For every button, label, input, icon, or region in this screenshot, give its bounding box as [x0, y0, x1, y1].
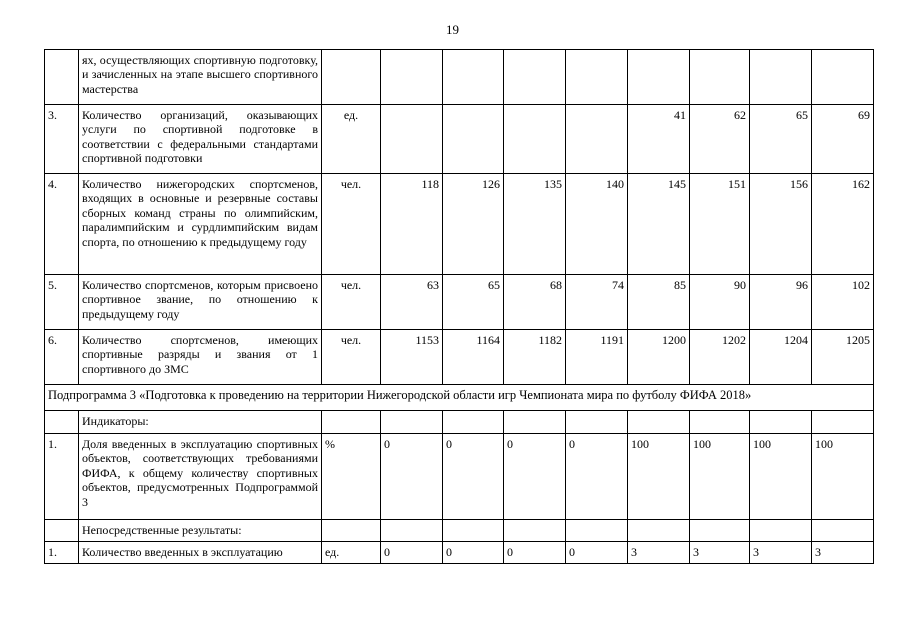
table-row: [45, 275, 874, 330]
value-cell: [381, 105, 443, 174]
value-cell: 151: [690, 174, 750, 275]
value-cell: 63: [381, 275, 443, 330]
value-cell: 162: [812, 174, 874, 275]
value-cell: [566, 50, 628, 105]
table-row: [45, 434, 874, 520]
value-cell: [443, 105, 504, 174]
row-number: 6.: [45, 330, 79, 385]
value-cell: [504, 105, 566, 174]
value-cell: 100: [812, 434, 874, 520]
value-cell: 100: [690, 434, 750, 520]
row-number: 5.: [45, 275, 79, 330]
value-cell: 0: [381, 434, 443, 520]
value-cell: 102: [812, 275, 874, 330]
value-cell: [381, 50, 443, 105]
value-cell: 96: [750, 275, 812, 330]
row-description: Количество нижегородских спортсменов, входящих в основные и резервные составы сборных команд страны по олимпийским, паралимпийским и сурдлимпийским видам спорта, по отношению к предыдущему году: [79, 174, 322, 275]
value-cell: 1191: [566, 330, 628, 385]
value-cell: [628, 50, 690, 105]
value-cell: 41: [628, 105, 690, 174]
value-cell: 1164: [443, 330, 504, 385]
section-row: [45, 411, 874, 434]
value-cell: 85: [628, 275, 690, 330]
value-cell: 100: [750, 434, 812, 520]
value-cell: 126: [443, 174, 504, 275]
value-cell: 65: [443, 275, 504, 330]
row-description: ях, осуществляющих спортивную подготовку, и зачисленных на этапе высшего спортивного мастерства: [79, 50, 322, 105]
value-cell: 3: [812, 542, 874, 564]
value-cell: 68: [504, 275, 566, 330]
value-cell: [443, 50, 504, 105]
value-cell: 1182: [504, 330, 566, 385]
value-cell: 62: [690, 105, 750, 174]
value-cell: 74: [566, 275, 628, 330]
value-cell: [690, 50, 750, 105]
value-cell: 3: [750, 542, 812, 564]
value-cell: 3: [628, 542, 690, 564]
row-unit: чел.: [322, 174, 381, 275]
row-description: Количество спортсменов, которым присвоено спортивное звание, по отношению к предыдущему году: [79, 275, 322, 330]
page-number: 19: [446, 22, 459, 37]
indicators-table: [44, 49, 874, 564]
value-cell: 0: [443, 434, 504, 520]
row-unit: чел.: [322, 275, 381, 330]
table-row: [45, 174, 874, 275]
indicators-label: Индикаторы:: [79, 411, 322, 434]
value-cell: 140: [566, 174, 628, 275]
value-cell: 145: [628, 174, 690, 275]
value-cell: 90: [690, 275, 750, 330]
table-row: [45, 105, 874, 174]
value-cell: 135: [504, 174, 566, 275]
table-row: [45, 542, 874, 564]
row-description: Доля введенных в эксплуатацию спортивных объектов, соответствующих требованиями ФИФА, к общему количеству спортивных объектов, предусмотренных Подпрограммой 3: [79, 434, 322, 520]
value-cell: 3: [690, 542, 750, 564]
row-description: Количество введенных в эксплуатацию: [79, 542, 322, 564]
value-cell: [504, 50, 566, 105]
value-cell: 1202: [690, 330, 750, 385]
table-row: [45, 330, 874, 385]
value-cell: 0: [566, 434, 628, 520]
value-cell: 65: [750, 105, 812, 174]
value-cell: 1153: [381, 330, 443, 385]
value-cell: 0: [566, 542, 628, 564]
row-unit: ед.: [322, 542, 381, 564]
value-cell: 156: [750, 174, 812, 275]
value-cell: 69: [812, 105, 874, 174]
subprogram-row: [45, 385, 874, 411]
value-cell: 0: [443, 542, 504, 564]
row-unit: ед.: [322, 105, 381, 174]
row-description: Количество спортсменов, имеющих спортивные разряды и звания от 1 спортивного до ЗМС: [79, 330, 322, 385]
value-cell: 1205: [812, 330, 874, 385]
results-label: Непосредственные результаты:: [79, 520, 322, 542]
row-unit: [322, 50, 381, 105]
row-number: [45, 50, 79, 105]
value-cell: [750, 50, 812, 105]
row-number: 4.: [45, 174, 79, 275]
value-cell: 0: [504, 434, 566, 520]
value-cell: [566, 105, 628, 174]
value-cell: 100: [628, 434, 690, 520]
value-cell: 0: [504, 542, 566, 564]
subprogram-title: Подпрограмма 3 «Подготовка к проведению на территории Нижегородской области игр Чемпионата мира по футболу ФИФА 2018»: [45, 385, 874, 411]
row-unit: чел.: [322, 330, 381, 385]
value-cell: 1200: [628, 330, 690, 385]
row-number: 1.: [45, 434, 79, 520]
value-cell: 118: [381, 174, 443, 275]
value-cell: [812, 50, 874, 105]
row-number: 1.: [45, 542, 79, 564]
row-number: 3.: [45, 105, 79, 174]
row-description: Количество организаций, оказывающих услуги по спортивной подготовке в соответствии с федеральными стандартами спортивной подготовки: [79, 105, 322, 174]
value-cell: 1204: [750, 330, 812, 385]
row-unit: %: [322, 434, 381, 520]
value-cell: 0: [381, 542, 443, 564]
table-row: [45, 50, 874, 105]
section-row: [45, 520, 874, 542]
